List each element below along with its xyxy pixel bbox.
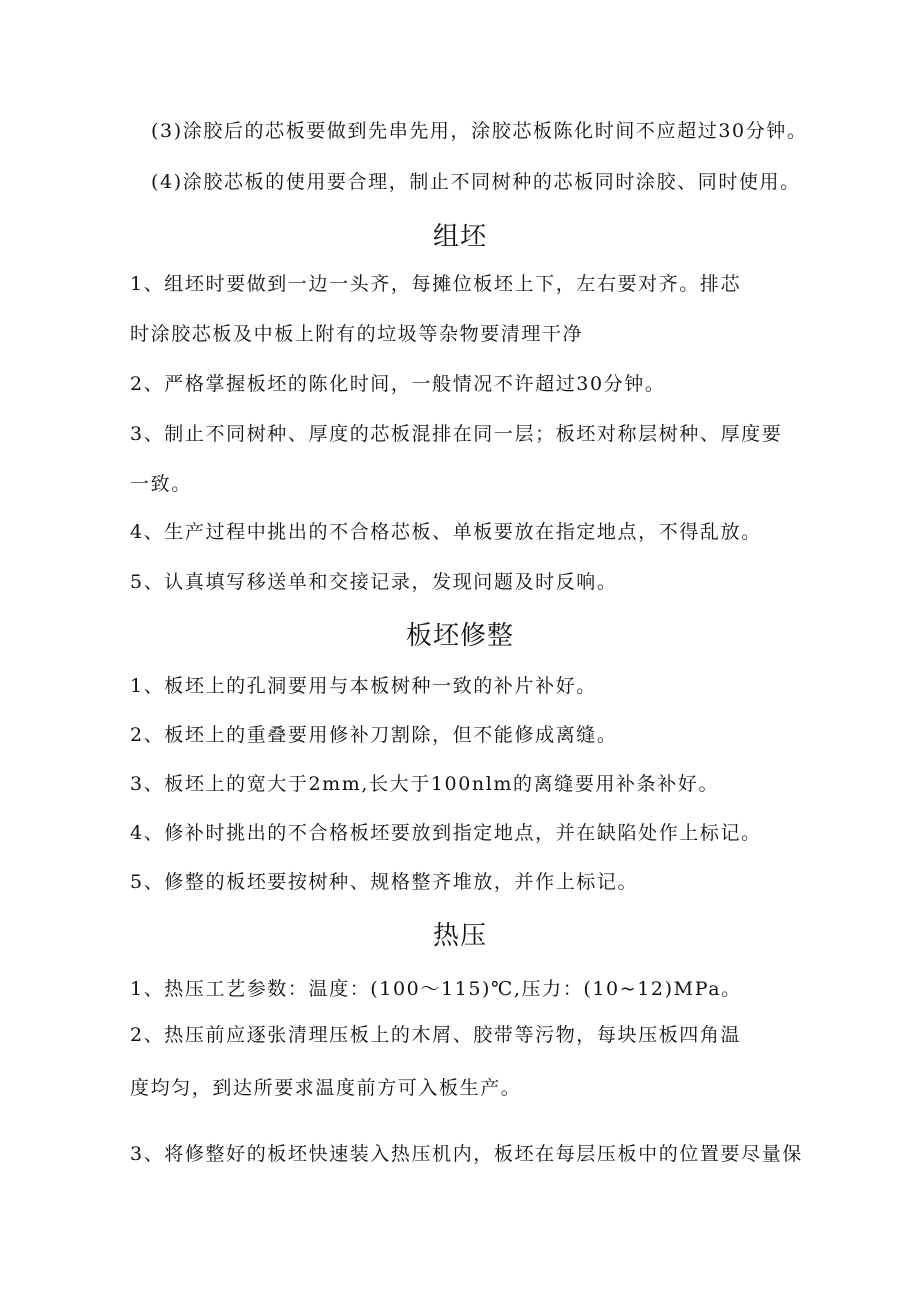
xiuzheng-line-4: 4、修补时挑出的不合格板坯要放到指定地点，并在缺陷处作上标记。: [130, 822, 762, 844]
reya-line-2: 2、热压前应逐张清理压板上的木屑、胶带等污物，每块压板四角温: [130, 1024, 742, 1046]
section-title-reya: 热压: [432, 921, 487, 951]
zupi-line-2: 2、严格掌握板坯的陈化时间，一般情况不许超过30分钟。: [130, 373, 666, 395]
zupi-line-4: 4、生产过程中挑出的不合格芯板、单板要放在指定地点，不得乱放。: [130, 521, 762, 543]
top-item-4: (4)涂胶芯板的使用要合理，制止不同树种的芯板同时涂胶、同时使用。: [151, 171, 801, 193]
xiuzheng-line-1: 1、板坯上的孔洞要用与本板树种一致的补片补好。: [130, 675, 597, 697]
xiuzheng-line-5: 5、修整的板坯要按树种、规格整齐堆放，并作上标记。: [130, 871, 639, 893]
reya-line-3: 3、将修整好的板坯快速装入热压机内，板坯在每层压板中的位置要尽量保: [130, 1143, 803, 1165]
xiuzheng-line-2: 2、板坯上的重叠要用修补刀割除，但不能修成离缝。: [130, 724, 618, 746]
section-title-zupi: 组坯: [432, 222, 487, 252]
zupi-line-3-cont: 一致。: [130, 473, 192, 495]
zupi-line-1-cont: 时涂胶芯板及中板上附有的垃圾等杂物要清理干净: [130, 323, 584, 345]
reya-line-1: 1、热压工艺参数：温度：(100～115)℃,压力：(10~12)MPa。: [130, 978, 742, 1000]
zupi-line-3: 3、制止不同树种、厚度的芯板混排在同一层；板坯对称层树种、厚度要: [130, 423, 783, 445]
zupi-line-5: 5、认真填写移送单和交接记录，发现问题及时反响。: [130, 571, 618, 593]
top-item-3: (3)涂胶后的芯板要做到先串先用，涂胶芯板陈化时间不应超过30分钟。: [151, 120, 808, 142]
section-title-banpi-xiuzheng: 板坯修整: [405, 621, 514, 651]
zupi-line-1: 1、组坯时要做到一边一头齐，每摊位板坯上下，左右要对齐。排芯: [130, 273, 742, 295]
xiuzheng-line-3: 3、板坯上的宽大于2mm,长大于100nlm的离缝要用补条补好。: [130, 773, 720, 795]
reya-line-2-cont: 度均匀，到达所要求温度前方可入板生产。: [130, 1077, 522, 1099]
